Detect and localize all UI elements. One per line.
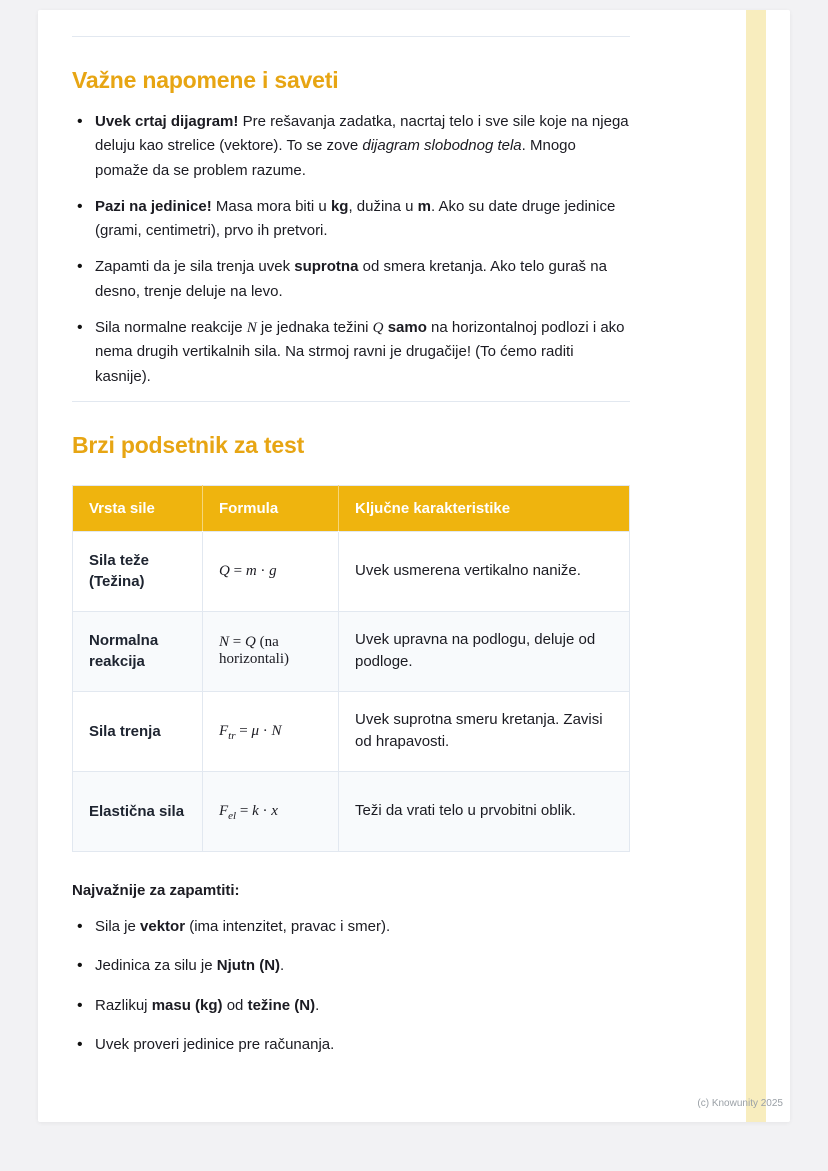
list-item: • Pazi na jedinice! Masa mora biti u kg, dužina u m. Ako su date druge jedinice (grami, centimetri), prvo ih pretvori. <box>72 195 630 244</box>
characteristics-cell: Uvek suprotna smeru kretanja. Zavisi od hrapavosti. <box>339 691 630 771</box>
document-content <box>38 10 630 1057</box>
list-item: • Sila normalne reakcije N je jednaka težini Q samo na horizontalnoj podlozi i ako nema drugih vertikalnih sila. Na strmoj ravni je drugačije! (To ćemo raditi kasnije). <box>72 316 630 389</box>
notes-list <box>72 110 630 389</box>
notes-section-title: Važne napomene i saveti <box>72 67 339 93</box>
formula-cell: $F_{tr} = \mu \cdot N$ <box>203 691 339 771</box>
reminder-section-title: Brzi podsetnik za test <box>72 431 305 458</box>
content-card <box>38 10 790 1122</box>
section-divider-top <box>72 36 630 37</box>
table-row <box>73 531 630 611</box>
column-header-formula: Formula <box>203 485 339 531</box>
forces-table <box>72 485 630 852</box>
column-header-force-type: Vrsta sile <box>73 485 203 531</box>
force-name-cell: Elastična sila <box>73 771 203 851</box>
list-item: • Sila je vektor (ima intenzitet, pravac i smer). <box>72 915 630 939</box>
list-item: • Uvek crtaj dijagram! Pre rešavanja zadatka, nacrtaj telo i sve sile koje na njega deluju kao strelice (vektore). To se zove dijagram slobodnog tela. Mnogo pomaže da se problem razume. <box>72 110 630 183</box>
list-item: • Zapamti da je sila trenja uvek suprotna od smera kretanja. Ako telo guraš na desno, trenje deluje na levo. <box>72 255 630 304</box>
characteristics-cell: Uvek usmerena vertikalno naniže. <box>339 531 630 611</box>
characteristics-cell: Uvek upravna na podlogu, deluje od podloge. <box>339 611 630 691</box>
formula-cell: $F_{el} = k \cdot x$ <box>203 771 339 851</box>
takeaways-list <box>72 915 630 1057</box>
table-header-row <box>73 485 630 531</box>
list-item: • Razlikuj masu (kg) od težine (N). <box>72 994 630 1018</box>
list-item: • Uvek proveri jedinice pre računanja. <box>72 1033 630 1057</box>
section-divider-mid <box>72 401 630 402</box>
table-row <box>73 611 630 691</box>
formula-cell: N = Q (na horizontali) <box>203 611 339 691</box>
side-stripe <box>746 10 766 1122</box>
characteristics-cell: Teži da vrati telo u prvobitni oblik. <box>339 771 630 851</box>
table-row <box>73 691 630 771</box>
footer-credit: (c) Knowunity 2025 <box>697 1098 783 1109</box>
force-name-cell: Sila trenja <box>73 691 203 771</box>
force-name-cell: Normalna reakcija <box>73 611 203 691</box>
formula-cell: Q = m · g <box>203 531 339 611</box>
column-header-characteristics: Ključne karakteristike <box>339 485 630 531</box>
force-name-cell: Sila teže (Težina) <box>73 531 203 611</box>
list-item: • Jedinica za silu je Njutn (N). <box>72 954 630 978</box>
table-row <box>73 771 630 851</box>
takeaways-title: Najvažnije za zapamtiti: <box>72 881 240 899</box>
